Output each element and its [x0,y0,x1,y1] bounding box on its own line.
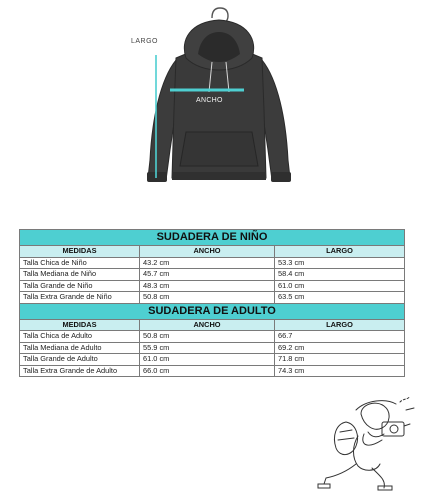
ancho-label: ANCHO [196,97,223,104]
hoodie-illustration-icon [0,0,439,210]
table-header-row-nino [20,246,405,258]
largo-cell: 63.5 cm [275,292,405,304]
largo-cell: 71.8 cm [275,354,405,366]
column-header: LARGO [275,319,405,331]
largo-cell: 53.3 cm [275,257,405,269]
table-row [20,257,405,269]
table-row [20,354,405,366]
table-row [20,269,405,281]
size-name-cell: Talla Chica de Niño [20,257,140,269]
table-title-row-adulto [20,303,405,319]
ancho-cell: 55.9 cm [140,342,275,354]
photographer-sketch-icon [306,392,426,492]
size-name-cell: Talla Extra Grande de Adulto [20,365,140,377]
ancho-cell: 50.8 cm [140,292,275,304]
table-row [20,280,405,292]
size-name-cell: Talla Chica de Adulto [20,331,140,343]
largo-label: LARGO [131,38,159,45]
size-name-cell: Talla Mediana de Niño [20,269,140,281]
table-header-row-adulto [20,319,405,331]
table-title-adulto: SUDADERA DE ADULTO [20,303,405,319]
column-header: MEDIDAS [20,319,140,331]
largo-cell: 58.4 cm [275,269,405,281]
largo-cell: 69.2 cm [275,342,405,354]
column-header: LARGO [275,246,405,258]
column-header: ANCHO [140,319,275,331]
size-name-cell: Talla Grande de Niño [20,280,140,292]
size-name-cell: Talla Mediana de Adulto [20,342,140,354]
ancho-cell: 66.0 cm [140,365,275,377]
size-table-body [20,230,405,377]
table-title-row-nino [20,230,405,246]
size-table [19,229,405,377]
largo-cell: 61.0 cm [275,280,405,292]
hoodie-figure [0,0,439,210]
ancho-cell: 43.2 cm [140,257,275,269]
ancho-cell: 61.0 cm [140,354,275,366]
ancho-cell: 48.3 cm [140,280,275,292]
table-title-nino: SUDADERA DE NIÑO [20,230,405,246]
largo-cell: 66.7 [275,331,405,343]
size-name-cell: Talla Extra Grande de Niño [20,292,140,304]
ancho-cell: 50.8 cm [140,331,275,343]
column-header: MEDIDAS [20,246,140,258]
column-header: ANCHO [140,246,275,258]
table-row [20,365,405,377]
table-row [20,342,405,354]
table-row [20,292,405,304]
largo-cell: 74.3 cm [275,365,405,377]
ancho-cell: 45.7 cm [140,269,275,281]
table-row [20,331,405,343]
size-name-cell: Talla Grande de Adulto [20,354,140,366]
